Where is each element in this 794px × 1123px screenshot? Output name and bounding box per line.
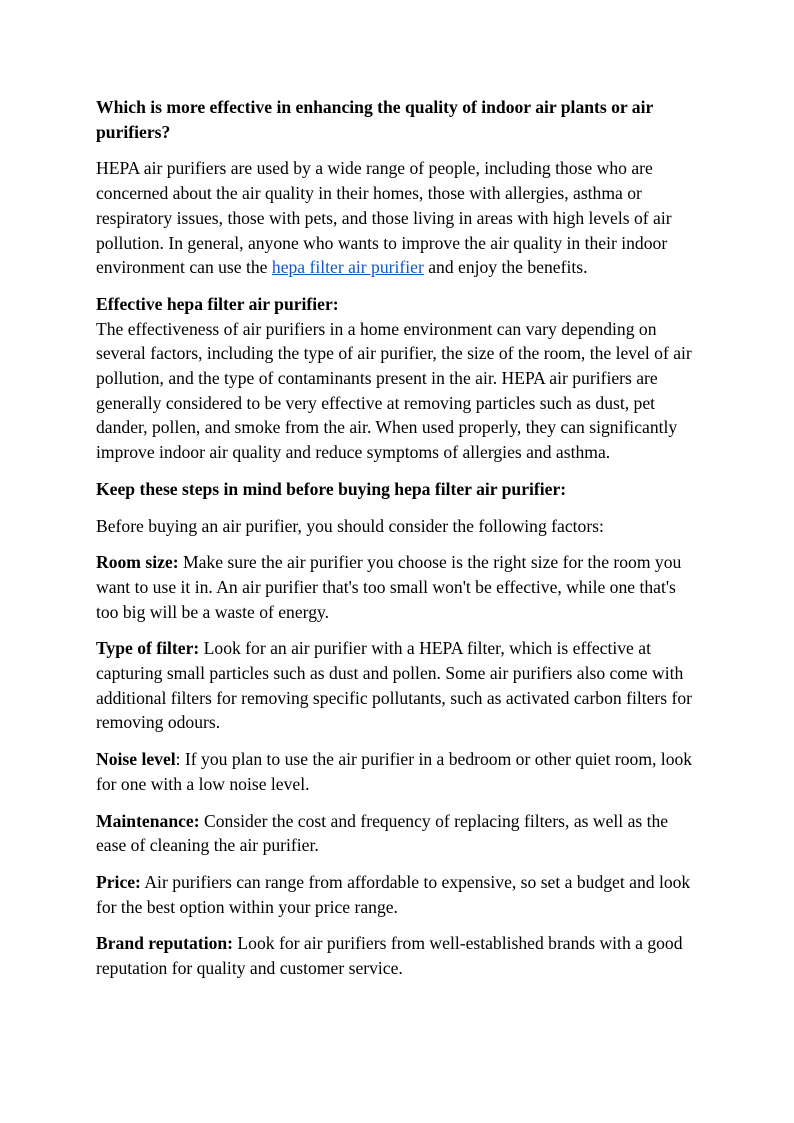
document-title: Which is more effective in enhancing the quality of indoor air plants or air purifiers? xyxy=(96,97,653,142)
factor-brand-reputation xyxy=(96,931,700,980)
effective-section-body: The effectiveness of air purifiers in a home environment can vary depending on several factors, including the type of air purifier, the size of the room, the level of air pollution, and the type of contaminants present in the air. HEPA air purifiers are generally considered to be very effective at removing particles such as dust, pet dander, pollen, and smoke from the air. When used properly, they can significantly improve indoor air quality and reduce symptoms of allergies and asthma. xyxy=(96,318,692,463)
factor-label: Type of filter: xyxy=(96,638,200,659)
intro-paragraph xyxy=(96,156,700,280)
factor-label: Brand reputation: xyxy=(96,933,234,954)
intro-text-after-link: and enjoy the benefits. xyxy=(423,257,588,278)
factor-text: Look for an air purifier with a HEPA filter, which is effective at capturing small particles such as dust and pollen. Some air purifiers also come with additional filters for removing specific pollutants, such as activated carbon filters for removing odours. xyxy=(96,638,693,733)
intro-text-before-link: HEPA air purifiers are used by a wide range of people, including those who are concerned about the air quality in their homes, those with allergies, asthma or respiratory issues, those with pets, and those living in areas with high levels of air pollution. In general, anyone who wants to improve the air quality in their indoor environment can use the xyxy=(96,158,672,278)
factor-type-of-filter xyxy=(96,636,700,735)
factor-room-size xyxy=(96,550,700,624)
document-page xyxy=(96,95,700,993)
factor-text: Make sure the air purifier you choose is the right size for the room you want to use it in. An air purifier that's too small won't be effective, while one that's too big will be a waste of energy. xyxy=(96,552,682,622)
steps-heading: Keep these steps in mind before buying hepa filter air purifier: xyxy=(96,478,567,499)
effective-section xyxy=(96,292,700,465)
factor-text: : If you plan to use the air purifier in a bedroom or other quiet room, look for one with a low noise level. xyxy=(96,749,693,794)
factor-label: Maintenance: xyxy=(96,810,200,831)
effective-section-heading: Effective hepa filter air purifier: xyxy=(96,293,339,314)
factor-label: Room size: xyxy=(96,552,179,573)
hepa-filter-air-purifier-link[interactable]: hepa filter air purifier xyxy=(271,257,424,278)
factor-price xyxy=(96,870,700,919)
factor-text: Look for air purifiers from well-established brands with a good reputation for quality and customer service. xyxy=(96,933,683,979)
factor-label: Price: xyxy=(96,871,141,892)
factor-label: Noise level xyxy=(96,749,176,770)
factor-noise-level xyxy=(96,747,700,796)
factor-text: Consider the cost and frequency of replacing filters, as well as the ease of cleaning the air purifier. xyxy=(96,810,669,856)
factor-text: Air purifiers can range from affordable to expensive, so set a budget and look for the best option within your price range. xyxy=(96,871,691,917)
factor-maintenance xyxy=(96,809,700,858)
steps-intro: Before buying an air purifier, you should consider the following factors: xyxy=(96,515,604,536)
